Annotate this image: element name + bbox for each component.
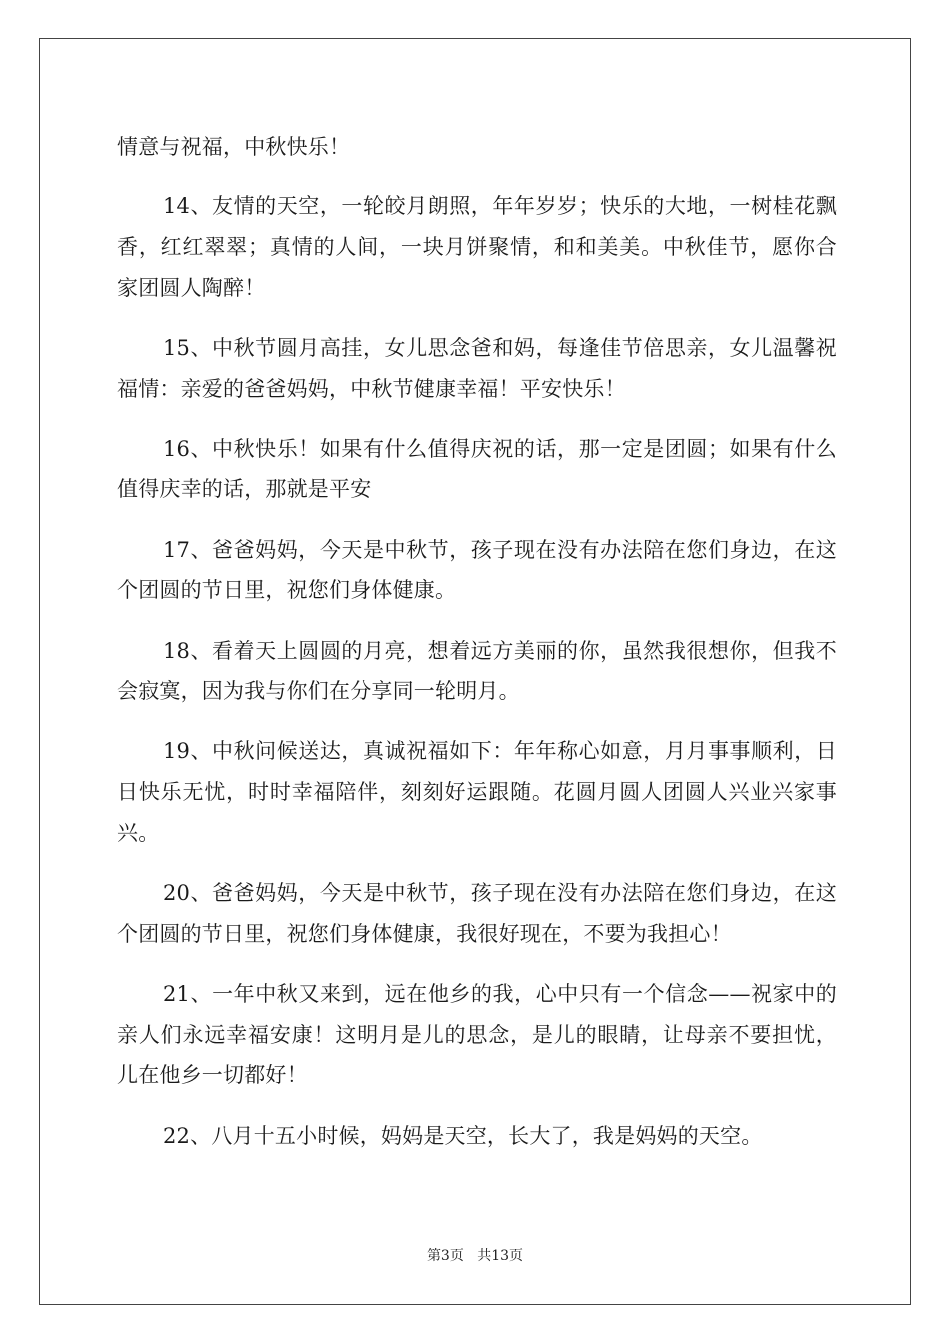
paragraph-item-14: 14、友情的天空，一轮皎月朗照，年年岁岁；快乐的大地，一树桂花飘香，红红翠翠；真情的人间，一块月饼聚情，和和美美。中秋佳节，愿你合家团圆人陶醉！ <box>117 194 837 300</box>
paragraph-continuation: 情意与祝福，中秋快乐！ <box>117 135 351 159</box>
document-body <box>117 127 837 1176</box>
paragraph-item-19: 19、中秋问候送达，真诚祝福如下：年年称心如意，月月事事顺利，日日快乐无忧，时时幸福陪伴，刻刻好运跟随。花圆月圆人团圆人兴业兴家事兴。 <box>117 739 837 845</box>
paragraph-item-16: 16、中秋快乐！如果有什么值得庆祝的话，那一定是团圆；如果有什么值得庆幸的话，那就是平安 <box>117 436 837 502</box>
paragraph-item-21: 21、一年中秋又来到，远在他乡的我，心中只有一个信念——祝家中的亲人们永远幸福安康！这明月是儿的思念，是儿的眼睛，让母亲不要担忧，儿在他乡一切都好！ <box>117 981 837 1088</box>
page-total: 共13页 <box>477 1248 524 1264</box>
paragraph-item-17: 17、爸爸妈妈，今天是中秋节，孩子现在没有办法陪在您们身边，在这个团圆的节日里，祝您们身体健康。 <box>117 537 837 603</box>
paragraph-item-20: 20、爸爸妈妈，今天是中秋节，孩子现在没有办法陪在您们身边，在这个团圆的节日里，祝您们身体健康，我很好现在，不要为我担心！ <box>117 881 837 946</box>
paragraph-item-22: 22、八月十五小时候，妈妈是天空，长大了，我是妈妈的天空。 <box>163 1123 763 1148</box>
paragraph-item-15: 15、中秋节圆月高挂，女儿思念爸和妈，每逢佳节倍思亲，女儿温馨祝福情：亲爱的爸爸妈妈，中秋节健康幸福！平安快乐！ <box>117 335 837 401</box>
page-footer <box>0 1245 950 1265</box>
paragraph-item-18: 18、看着天上圆圆的月亮，想着远方美丽的你，虽然我很想你，但我不会寂寞，因为我与你们在分享同一轮明月。 <box>117 638 837 704</box>
page-number: 第3页 <box>426 1248 464 1264</box>
